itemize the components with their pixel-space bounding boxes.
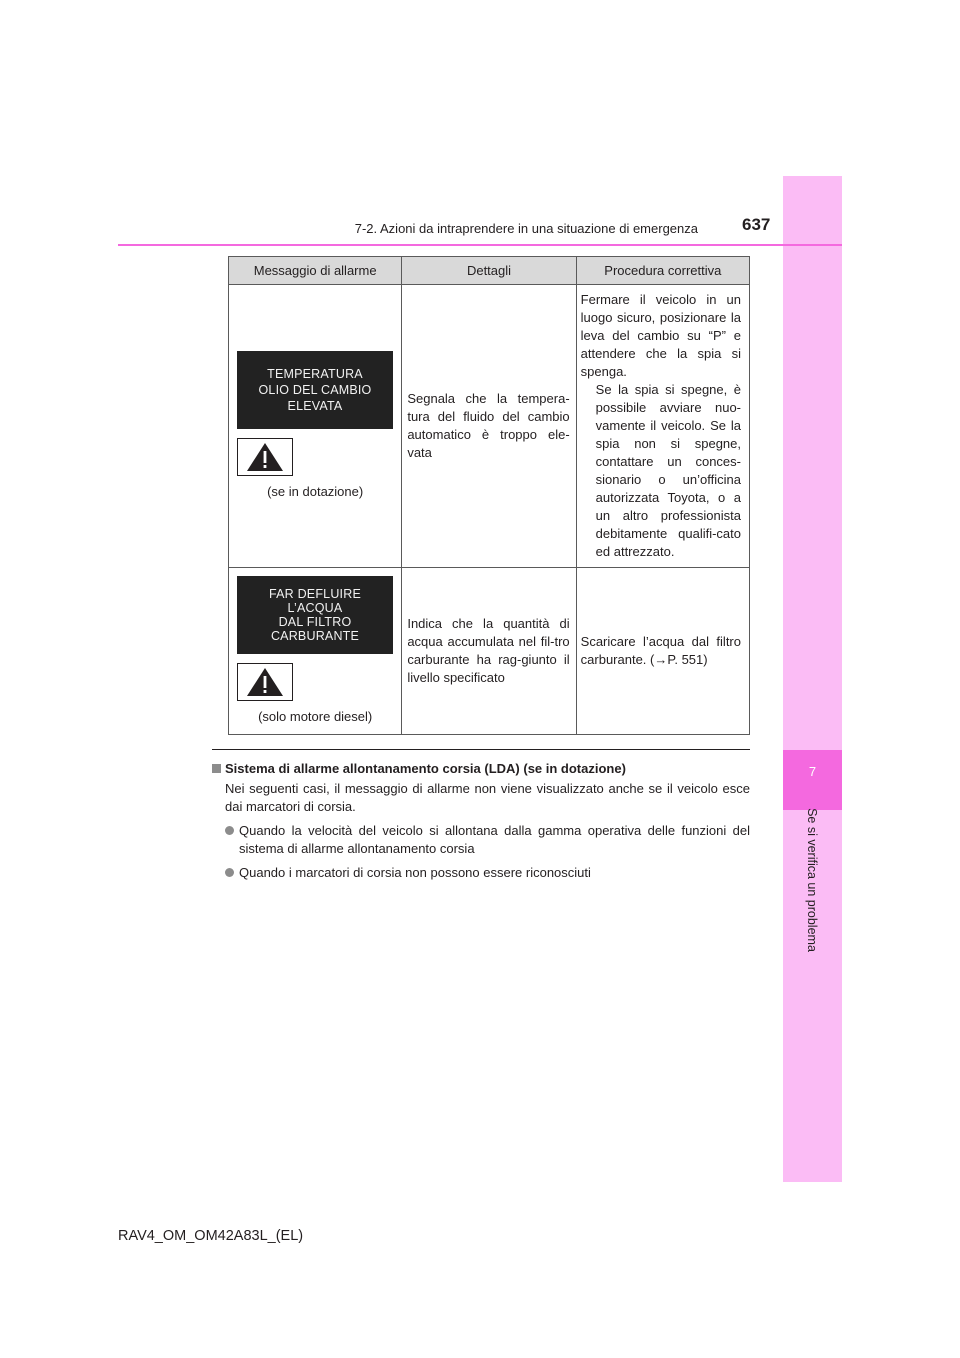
header-rule — [118, 244, 842, 246]
column-header-procedure: Procedura correttiva — [576, 257, 749, 285]
display-line: TEMPERATURA — [267, 367, 363, 381]
round-bullet-icon — [225, 826, 234, 835]
display-message-image — [237, 576, 393, 654]
square-bullet-icon — [212, 764, 221, 773]
table-row — [229, 285, 750, 568]
warning-message-cell — [229, 285, 402, 568]
procedure-text: Fermare il veicolo in un luogo sicuro, posizionare la leva del cambio su “P” e attendere che la spia si spenga. — [580, 292, 741, 379]
warning-message-cell — [229, 568, 402, 735]
details-cell: Segnala che la tempera-tura del fluido del cambio automatico è troppo ele-vata — [402, 285, 576, 568]
display-line: OLIO DEL CAMBIO — [258, 383, 372, 397]
warning-triangle-icon — [237, 663, 293, 701]
column-header-message: Messaggio di allarme — [229, 257, 402, 285]
list-item-text: Quando la velocità del veicolo si allontana dalla gamma operativa delle funzioni del sistema di allarme allontanamento corsia — [239, 823, 750, 856]
procedure-cell — [576, 285, 749, 568]
list-item — [225, 864, 750, 882]
procedure-followup: Se la spia si spegne, è possibile avviare nuo-vamente il veicolo. Se la spia non si spegne, contattare un conces-sionario o un’officina autorizzata Toyota, o a un altro professionista debitamente qualifi-cato ed attrezzato. — [595, 382, 741, 559]
warning-triangle-icon — [237, 438, 293, 476]
section-separator — [212, 749, 750, 750]
display-line: FAR DEFLUIRE — [269, 587, 361, 601]
chapter-side-band — [783, 176, 842, 1182]
availability-note: (se in dotazione) — [267, 484, 364, 499]
document-code: RAV4_OM_OM42A83L_(EL) — [118, 1228, 304, 1244]
display-line: ELEVATA — [287, 399, 343, 413]
list-item-text: Quando i marcatori di corsia non possono essere riconosciuti — [239, 865, 591, 880]
display-line: CARBURANTE — [270, 629, 360, 643]
chapter-label: Se si verifica un problema — [805, 808, 819, 952]
table-row — [229, 568, 750, 735]
lda-section — [212, 760, 750, 882]
procedure-text: Scaricare l’acqua dal filtro carburante. (→P. 551) — [580, 634, 741, 667]
chapter-tab — [783, 750, 842, 810]
section-intro: Nei seguenti casi, il messaggio di allarme non viene visualizzato anche se il veicolo esce dai marcatori di corsia. — [225, 781, 750, 814]
display-message-image — [237, 351, 393, 429]
display-line: L’ACQUA — [287, 601, 343, 615]
page-number: 637 — [742, 215, 771, 234]
chapter-number: 7 — [808, 764, 817, 779]
column-header-details: Dettagli — [402, 257, 576, 285]
list-item — [225, 822, 750, 858]
section-header-title: 7-2. Azioni da intraprendere in una situazione di emergenza — [354, 221, 698, 236]
details-cell: Indica che la quantità di acqua accumulata nel fil-tro carburante ha rag-giunto il livello specificato — [402, 568, 576, 735]
display-line: DAL FILTRO — [278, 615, 352, 629]
round-bullet-icon — [225, 868, 234, 877]
section-title — [212, 760, 750, 778]
availability-note: (solo motore diesel) — [258, 709, 373, 724]
warning-message-table — [228, 256, 750, 735]
procedure-cell — [576, 568, 749, 735]
section-title-text: Sistema di allarme allontanamento corsia (LDA) (se in dotazione) — [225, 761, 626, 776]
